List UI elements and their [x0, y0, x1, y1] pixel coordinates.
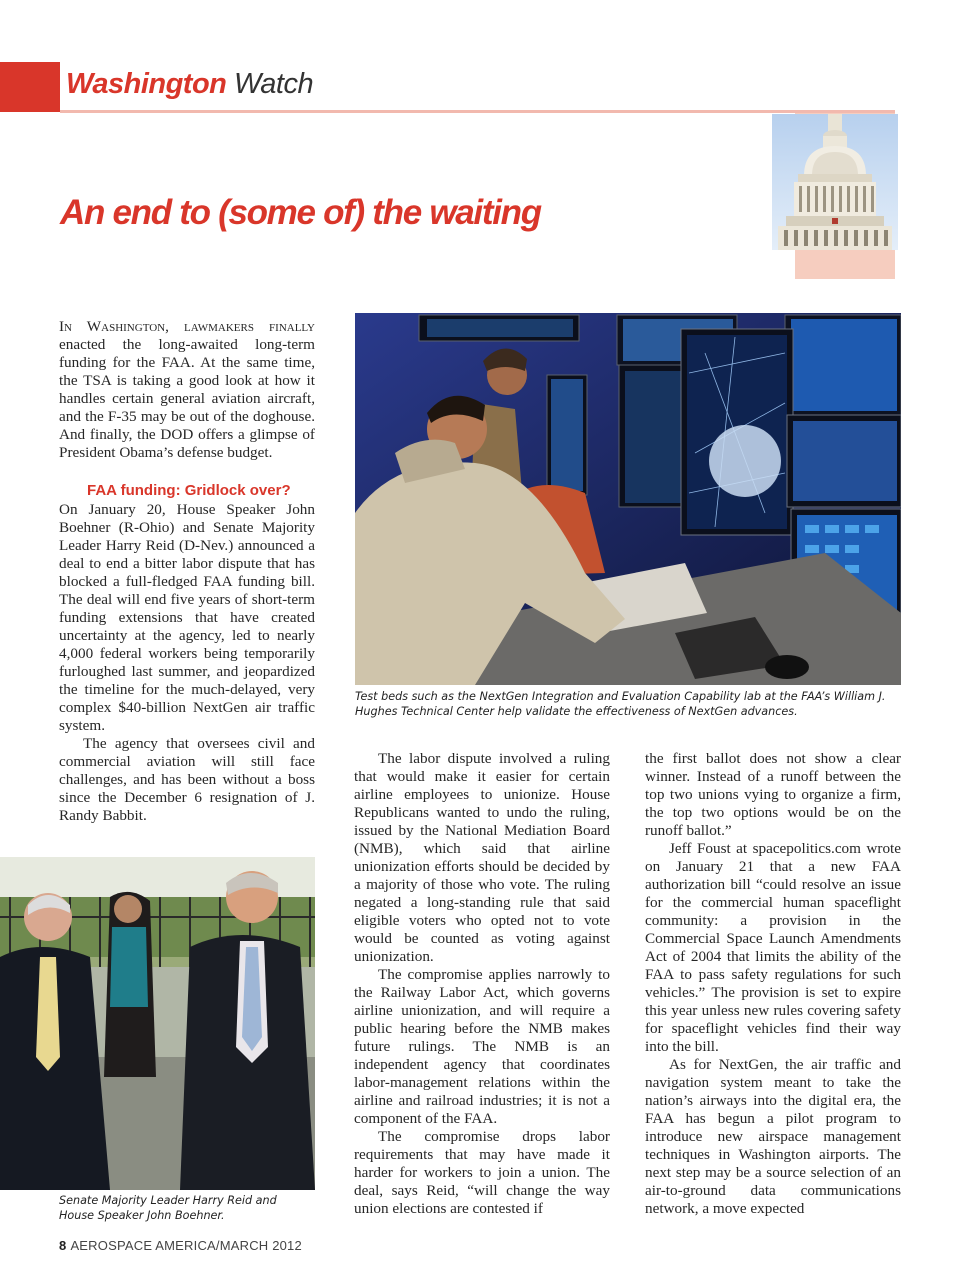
body-paragraph: As for NextGen, the air traffic and navigation system meant to take the nation’s airways into the digital era, the FAA has begun a pilot program to introduce new airspace management techniques in Washington airports. The next step may be a source selection of an air-to-ground data communications network, a move expected	[645, 1056, 901, 1217]
article-column-2	[354, 750, 610, 1218]
capitol-dome-image	[772, 114, 898, 250]
body-paragraph: the first ballot does not show a clear winner. Instead of a runoff between the top two unions vying to organize a firm, the top two options would be on the runoff ballot.”	[645, 750, 901, 839]
page-footer	[59, 1238, 302, 1253]
reid-boehner-photo	[0, 857, 315, 1190]
leaders-photo-caption: Senate Majority Leader Harry Reid and House Speaker John Boehner.	[59, 1194, 277, 1222]
section-title-bold: Washington	[66, 68, 227, 100]
body-paragraph: On January 20, House Speaker John Boehner (R-Ohio) and Senate Majority Leader Harry Reid (D-Nev.) announced a deal to end a bitter labor dispute that has blocked a full-fledged FAA funding bill. The deal will end five years of short-term funding extensions that have created uncertainty at the agency, led to nearly 4,000 federal workers being temporarily furloughed last summer, and jeopardized the timeline for the much-delayed, very complex $40-billion NextGen air traffic system.	[59, 501, 315, 734]
article-column-1	[59, 318, 315, 825]
lab-photo-caption: Test beds such as the NextGen Integration and Evaluation Capability lab at the FAA’s William J. Hughes Technical Center help validate the effectiveness of NextGen advances.	[355, 690, 886, 718]
lead-in-caps: In Washington, lawmakers finally	[59, 318, 315, 335]
publication-line: AEROSPACE AMERICA/MARCH 2012	[70, 1238, 302, 1253]
page-number: 8	[59, 1238, 67, 1253]
section-header-bar	[0, 62, 60, 112]
body-paragraph: Jeff Foust at spacepolitics.com wrote on January 21 that a new FAA authorization bill “could resolve an issue for the commercial human spaceflight community: a provision in the Commercial Space Launch Amendments Act of 2004 that limits the ability of the FAA to pass safety regulations for such vehicles.” The provision is set to expire this year unless new rules covering safety for spaceflight vehicles find their way into the bill.	[645, 840, 901, 1055]
body-paragraph: The labor dispute involved a ruling that would make it easier for certain airline employees to unionize. House Republicans wanted to undo the ruling, issued by the National Mediation Board (NMB), which said that airline unionization efforts should be decided by a majority of those who vote. The ruling negated a long-standing rule that said eligible voters who opted not to vote would be counted as voting against unionization.	[354, 750, 610, 965]
section-title	[66, 68, 313, 101]
intro-paragraph	[59, 318, 315, 462]
article-column-3	[645, 750, 901, 1218]
section-title-light: Watch	[226, 68, 314, 100]
article-headline: An end to (some of) the waiting	[60, 193, 541, 232]
section-header-rule	[60, 110, 895, 113]
section-subhead: FAA funding: Gridlock over?	[87, 482, 291, 499]
nextgen-lab-photo	[355, 313, 901, 685]
intro-text: enacted the long-awaited long-term funding for the FAA. At the same time, the TSA is taking a good look at how it handles certain general aviation aircraft, and the F-35 may be out of the doghouse. And finally, the DOD offers a glimpse of President Obama’s defense budget.	[59, 336, 315, 461]
body-paragraph: The agency that oversees civil and commercial aviation will still face challenges, and has been without a boss since the December 6 resignation of J. Randy Babbit.	[59, 735, 315, 824]
body-paragraph: The compromise applies narrowly to the Railway Labor Act, which governs airline unionization, and will require a public hearing before the NMB makes future rulings. The NMB is an independent agency that coordinates labor-management relations within the airline and railroad industries; it is not a component of the FAA.	[354, 966, 610, 1127]
body-paragraph: The compromise drops labor requirements that may have made it harder for workers to join a union. The deal, says Reid, “will change the way union elections are contested if	[354, 1128, 610, 1217]
